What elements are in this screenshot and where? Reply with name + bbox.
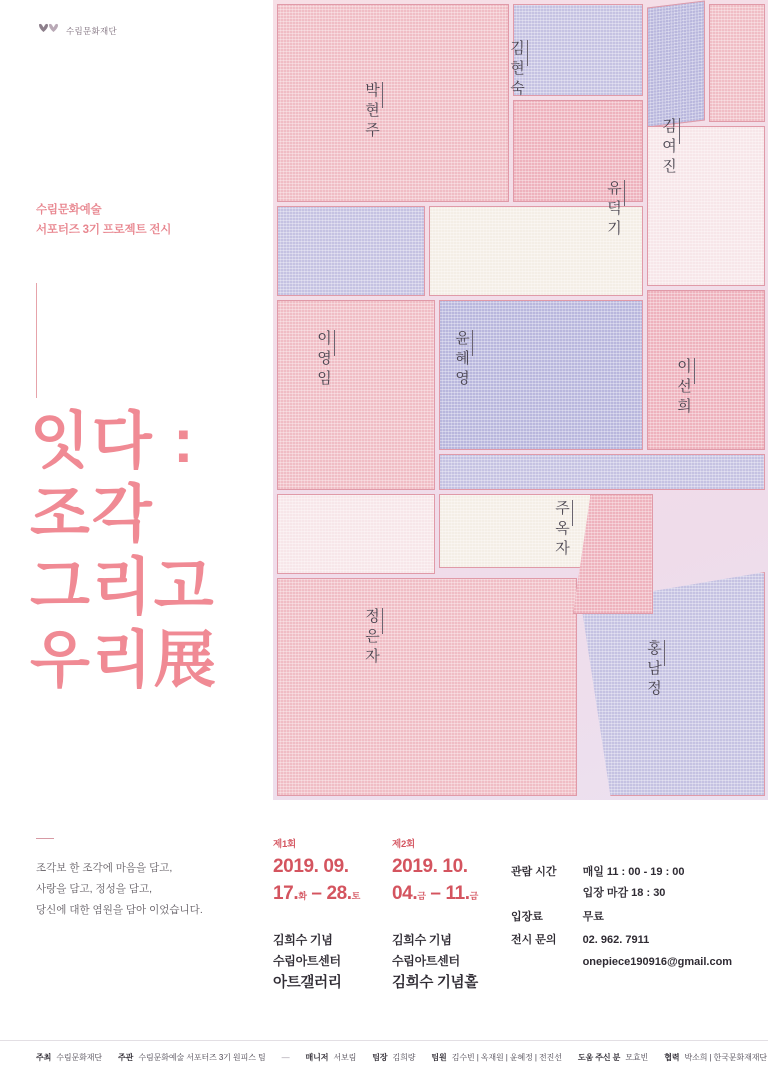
session-2-venue (392, 930, 478, 996)
session-1-venue-line1: 김희수 기념 (273, 932, 333, 947)
session-2-date-line2: 04. (392, 882, 418, 904)
info-label-hours: 관람 시간 (511, 866, 557, 878)
credit-host-label: 주최 (36, 1053, 52, 1062)
title-line-2: 조각 (30, 480, 154, 550)
session-2-date-range-sub: 금 (469, 890, 478, 901)
blurb-line-1: 조각보 한 조각에 마음을 담고, (36, 862, 173, 874)
credit-coop (664, 1052, 767, 1063)
title-line-1: 잇다 : (30, 407, 196, 476)
artist-name-2: 김현숙 (506, 40, 528, 100)
foundation-logo-text: 수림문화재단 (66, 26, 118, 36)
session-1-date-line2: 17. (273, 882, 299, 904)
info-value-email[interactable]: onepiece190916@gmail.com (582, 955, 733, 968)
patch-pink-bottomleft (277, 578, 577, 796)
patch-pink-midleft (277, 300, 435, 490)
patch-pale-lowerleft (277, 494, 435, 574)
artist-name-7: 이선희 (673, 358, 695, 418)
credits-footer (36, 1052, 767, 1063)
credit-leader-value: 김희량 (392, 1053, 416, 1062)
info-label-contact: 전시 문의 (511, 934, 557, 947)
session-2-date-line2-sub: 금 (417, 890, 426, 901)
artist-name-6: 윤혜영 (451, 330, 473, 390)
artist-name-1: 박현주 (361, 82, 383, 142)
credit-coop-label: 협력 (664, 1053, 680, 1062)
blurb-line-2: 사랑을 담고, 정성을 담고, (36, 883, 153, 895)
patch-blue-secondleft (277, 206, 425, 296)
info-row-hours (511, 862, 732, 907)
heart-logo-icon (36, 22, 60, 40)
info-row-contact (511, 930, 732, 975)
credit-leader-label: 팀장 (372, 1053, 388, 1062)
session-1-date-line2-sub: 화 (298, 890, 307, 901)
subtitle-line-2: 서포터즈 3기 프로젝트 전시 (36, 224, 172, 237)
schedule-session-2 (392, 836, 478, 996)
info-label-fee: 입장료 (511, 910, 543, 923)
info-value-hours: 매일 11 : 00 - 19 : 00 (582, 866, 685, 878)
patch-blue-topmid (513, 4, 643, 96)
blurb-line-3: 당신에 대한 염원을 담아 이었습니다. (36, 904, 203, 916)
session-2-ordinal: 제2회 (392, 839, 416, 850)
session-1-date-range-sub: 토 (351, 890, 360, 901)
footer-divider (0, 1040, 768, 1041)
info-value-phone: 02. 962. 7911 (582, 934, 650, 947)
jogakbo-patchwork-artwork (273, 0, 768, 800)
session-2-venue-line1: 김희수 기념 (392, 932, 452, 947)
info-value-fee: 무료 (582, 910, 604, 923)
session-1-venue-line3: 아트갤러리 (273, 975, 342, 992)
credit-manager-label: 매니저 (305, 1053, 329, 1062)
exhibition-blurb (36, 858, 203, 921)
info-row-fee (511, 907, 732, 930)
title-line-3: 그리고 (30, 553, 216, 623)
session-2-date (392, 854, 478, 908)
session-1-date (273, 854, 360, 908)
artist-name-5: 이영임 (313, 330, 335, 390)
credit-help-value: 모효빈 (625, 1053, 649, 1062)
credit-help-label: 도움 주신 분 (577, 1053, 621, 1062)
credit-organizer-value: 수림문화예술 서포터즈 3기 원피스 팀 (138, 1053, 266, 1062)
visitor-info (511, 862, 732, 975)
credit-member-value: 김수빈 | 옥재원 | 윤혜정 | 전진선 (451, 1053, 562, 1062)
session-2-date-line1: 2019. 10. (392, 856, 468, 877)
credit-manager (305, 1052, 356, 1063)
session-1-ordinal: 제1회 (273, 839, 297, 850)
patch-pink-midright (647, 290, 765, 450)
credit-help (578, 1052, 648, 1063)
page-title (30, 405, 218, 698)
credit-dash: — (281, 1053, 290, 1062)
foundation-logo (36, 22, 117, 40)
artist-name-8: 주옥자 (551, 500, 573, 560)
session-2-venue-line3: 김희수 기념홀 (392, 975, 478, 992)
blurb-divider (36, 838, 54, 839)
credit-host (36, 1052, 102, 1063)
credit-manager-value: 서보림 (333, 1053, 357, 1062)
patch-pink-topleft (277, 4, 509, 202)
artist-name-9: 정은자 (361, 608, 383, 668)
info-value-hours-close: 입장 마감 18 : 30 (582, 887, 666, 900)
title-line-4: 우리展 (30, 626, 218, 696)
subtitle-line-1: 수림문화예술 (36, 204, 102, 216)
credit-leader (372, 1052, 415, 1063)
artist-name-10: 홍남정 (643, 640, 665, 700)
session-1-date-range: – 28. (311, 882, 352, 904)
artist-name-4: 유덕기 (603, 180, 625, 240)
credit-coop-value: 박소희 | 한국문화재재단 (684, 1053, 767, 1062)
patch-blue-band (439, 454, 765, 490)
vertical-divider (36, 283, 37, 398)
session-2-date-range: – 11. (430, 882, 470, 904)
credit-member-label: 팀원 (431, 1053, 447, 1062)
schedule-session-1 (273, 836, 360, 996)
credit-organizer (118, 1052, 266, 1063)
patch-blue-topright (647, 0, 705, 127)
session-1-venue (273, 930, 360, 996)
artist-name-3: 김여진 (658, 118, 680, 178)
patch-pink-topcorner (709, 4, 765, 122)
credit-host-value: 수림문화재단 (56, 1053, 103, 1062)
credit-organizer-label: 주관 (118, 1053, 134, 1062)
session-2-venue-line2: 수림아트센터 (392, 953, 460, 968)
session-1-venue-line2: 수림아트센터 (273, 953, 341, 968)
exhibition-subtitle (36, 200, 171, 240)
session-1-date-line1: 2019. 09. (273, 856, 349, 877)
credit-members (431, 1052, 561, 1063)
